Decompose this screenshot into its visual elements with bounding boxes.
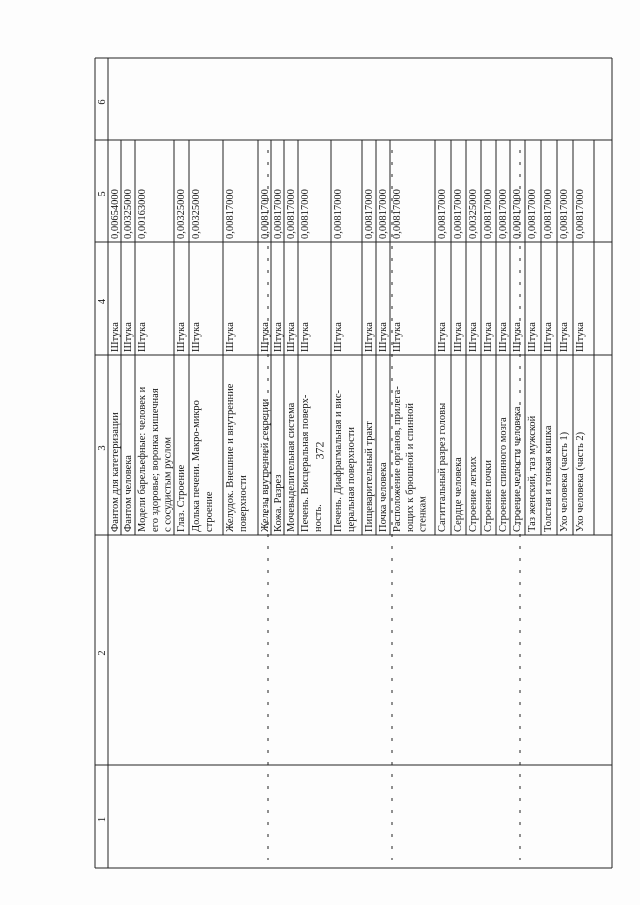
item-unit: Штука <box>543 322 554 352</box>
item-unit: Штука <box>364 322 375 352</box>
item-value: 0,00817000 <box>300 189 311 239</box>
item-unit: Штука <box>137 322 148 352</box>
item-name: Строение спинного мозга <box>498 417 509 532</box>
item-unit: Штука <box>559 322 570 352</box>
item-unit: Штука <box>378 322 389 352</box>
item-value: 0,00654000 <box>110 189 121 239</box>
item-name: Почка человека <box>378 462 389 532</box>
item-name: Ухо человека (часть 2) <box>575 431 586 532</box>
item-name: Строение челюсти человека <box>512 406 523 532</box>
item-name: с сосудистым руслом <box>162 436 174 532</box>
item-unit: Штука <box>333 322 344 352</box>
item-value: 0,00817000 <box>559 189 570 239</box>
item-name: ющих к брюшной и спинной <box>404 402 416 532</box>
item-unit: Штука <box>527 322 538 352</box>
item-value: 0,00817000 <box>286 189 297 239</box>
item-value: 0,00817000 <box>575 189 586 239</box>
item-unit: Штука <box>286 322 297 352</box>
item-name: поверхности <box>237 475 249 532</box>
item-value: 0,00817000 <box>333 189 344 239</box>
item-unit: Штука <box>273 322 284 352</box>
item-name: Печень. Диафрагмальная и вис- <box>333 390 344 532</box>
item-value: 0,00817000 <box>437 189 448 239</box>
item-name: Сердце человека <box>453 457 464 532</box>
item-name: его здоровье; воронка кишечная <box>149 388 161 532</box>
item-name: Глаз. Строение <box>176 464 187 532</box>
item-name: Модели барельефные: человек и <box>137 386 148 532</box>
item-name: Расположение органов, прилега- <box>392 386 403 532</box>
item-value: 0,00817000 <box>512 189 523 239</box>
item-unit: Штука <box>498 322 509 352</box>
item-unit: Штука <box>483 322 494 352</box>
item-unit: Штука <box>437 322 448 352</box>
item-unit: Штука <box>191 322 202 352</box>
item-value: 0,00817000 <box>543 189 554 239</box>
item-unit: Штука <box>392 322 403 352</box>
item-name: Мочевыделительная система <box>286 402 297 532</box>
item-value: 0,00817000 <box>483 189 494 239</box>
item-unit: Штука <box>176 322 187 352</box>
item-value: 0,00325000 <box>176 189 187 239</box>
column-number: 2 <box>97 650 108 656</box>
item-value: 0,00817000 <box>453 189 464 239</box>
item-name: Таз женский, таз мужской <box>527 415 538 532</box>
item-name: Сагиттальный разрез головы <box>437 402 448 532</box>
item-name: Кожа. Разрез <box>273 474 284 532</box>
item-name: Строение почки <box>483 460 494 532</box>
item-unit: Штука <box>260 322 271 352</box>
item-unit: Штука <box>512 322 523 352</box>
item-name: Железы внутренней секреции <box>260 398 271 532</box>
item-name: строение <box>203 491 215 532</box>
column-number: 6 <box>97 99 108 105</box>
item-value: 0,00817000 <box>527 189 538 239</box>
item-name: Пищеварительный тракт <box>364 421 375 532</box>
item-unit: Штука <box>453 322 464 352</box>
item-value: 0,00817000 <box>273 189 284 239</box>
item-value: 0,00817000 <box>225 189 236 239</box>
page-number: 372 <box>312 441 327 460</box>
item-name: стенкам <box>417 496 429 532</box>
column-number: 4 <box>97 298 108 305</box>
item-value: 0,00325000 <box>191 189 202 239</box>
item-value: 0,00817000 <box>364 189 375 239</box>
item-name: Желудок. Внешние и внутренние <box>225 383 236 532</box>
item-name: Долька печени. Макро-микро <box>191 400 202 532</box>
item-name: Ухо человека (часть 1) <box>559 431 570 532</box>
item-value: 0,00817000 <box>498 189 509 239</box>
item-value: 0,00817000 <box>378 189 389 239</box>
item-name: Печень. Висцеральная поверх- <box>300 394 311 532</box>
item-name: Фантом для катетеризации <box>110 412 121 532</box>
item-unit: Штука <box>110 322 121 352</box>
item-name: Фантом человека <box>123 455 134 532</box>
item-name: церальная поверхности <box>345 427 357 532</box>
item-value: 0,00817000 <box>392 189 403 239</box>
column-number: 1 <box>97 816 108 823</box>
item-value: 0,00817000 <box>260 189 271 239</box>
item-name: ность. <box>312 504 324 532</box>
item-value: 0,00325000 <box>468 189 479 239</box>
item-unit: Штука <box>575 322 586 352</box>
item-unit: Штука <box>225 322 236 352</box>
item-value: 0,00163000 <box>137 189 148 239</box>
column-number: 5 <box>97 191 108 197</box>
item-unit: Штука <box>123 322 134 352</box>
item-name: Строение легких <box>468 456 479 532</box>
item-unit: Штука <box>468 322 479 352</box>
item-unit: Штука <box>300 322 311 352</box>
item-name: Толстая и тонкая кишка <box>543 425 554 532</box>
item-value: 0,00325000 <box>123 189 134 239</box>
column-number: 3 <box>97 445 108 451</box>
